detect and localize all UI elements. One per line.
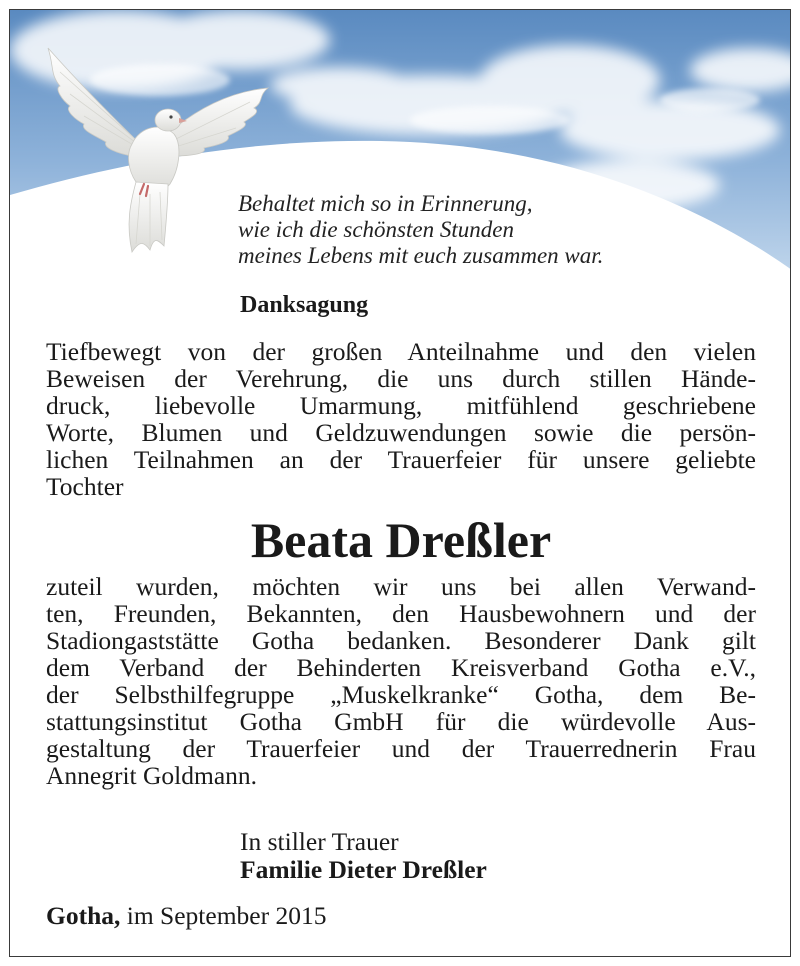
thanks-paragraph-intro [46, 338, 756, 500]
date-text: im September 2015 [126, 901, 327, 930]
paragraph-line: Tiefbewegt von der großen Anteilnahme und den vielen [46, 337, 756, 366]
paragraph-line: stattungsinstitut Gotha GmbH für die würdevolle Aus- [46, 707, 756, 736]
signature-mourning: In stiller Trauer [240, 827, 399, 856]
signature-family: Familie Dieter Dreßler [240, 855, 487, 884]
notice-heading: Danksagung [240, 292, 369, 318]
paragraph-line: lichen Teilnahmen an der Trauerfeier für unsere geliebte [46, 445, 756, 474]
motto-line: Behaltet mich so in Erinnerung, [238, 191, 533, 216]
paragraph-line: ten, Freunden, Bekannten, den Hausbewohnern und der [46, 599, 756, 628]
place-name: Gotha, [46, 901, 121, 930]
thanks-paragraph-main [46, 573, 756, 789]
paragraph-line: gestaltung der Trauerfeier und der Trauerrednerin Frau [46, 734, 756, 763]
place-date [46, 902, 326, 930]
paragraph-line: Worte, Blumen und Geldzuwendungen sowie die persön- [46, 418, 756, 447]
motto-line: wie ich die schönsten Stunden [238, 217, 514, 242]
deceased-name: Beata Dreßler [250, 512, 552, 568]
obituary-notice [9, 9, 791, 957]
paragraph-line: Beweisen der Verehrung, die uns durch stillen Hände- [46, 364, 756, 393]
paragraph-line: druck, liebevolle Umarmung, mitfühlend geschriebene [46, 391, 756, 420]
paragraph-line: Annegrit Goldmann. [46, 761, 258, 790]
memorial-motto [238, 191, 758, 269]
dove-image [40, 44, 270, 254]
motto-line: meines Lebens mit euch zusammen war. [238, 243, 604, 268]
paragraph-line: dem Verband der Behinderten Kreisverband Gotha e.V., [46, 653, 756, 682]
paragraph-line: zuteil wurden, möchten wir uns bei allen Verwand- [46, 572, 756, 601]
paragraph-line: Stadiongaststätte Gotha bedanken. Besonderer Dank gilt [46, 626, 756, 655]
paragraph-line: der Selbsthilfegruppe „Muskelkranke“ Gotha, dem Be- [46, 680, 756, 709]
paragraph-line: Tochter [46, 472, 124, 501]
